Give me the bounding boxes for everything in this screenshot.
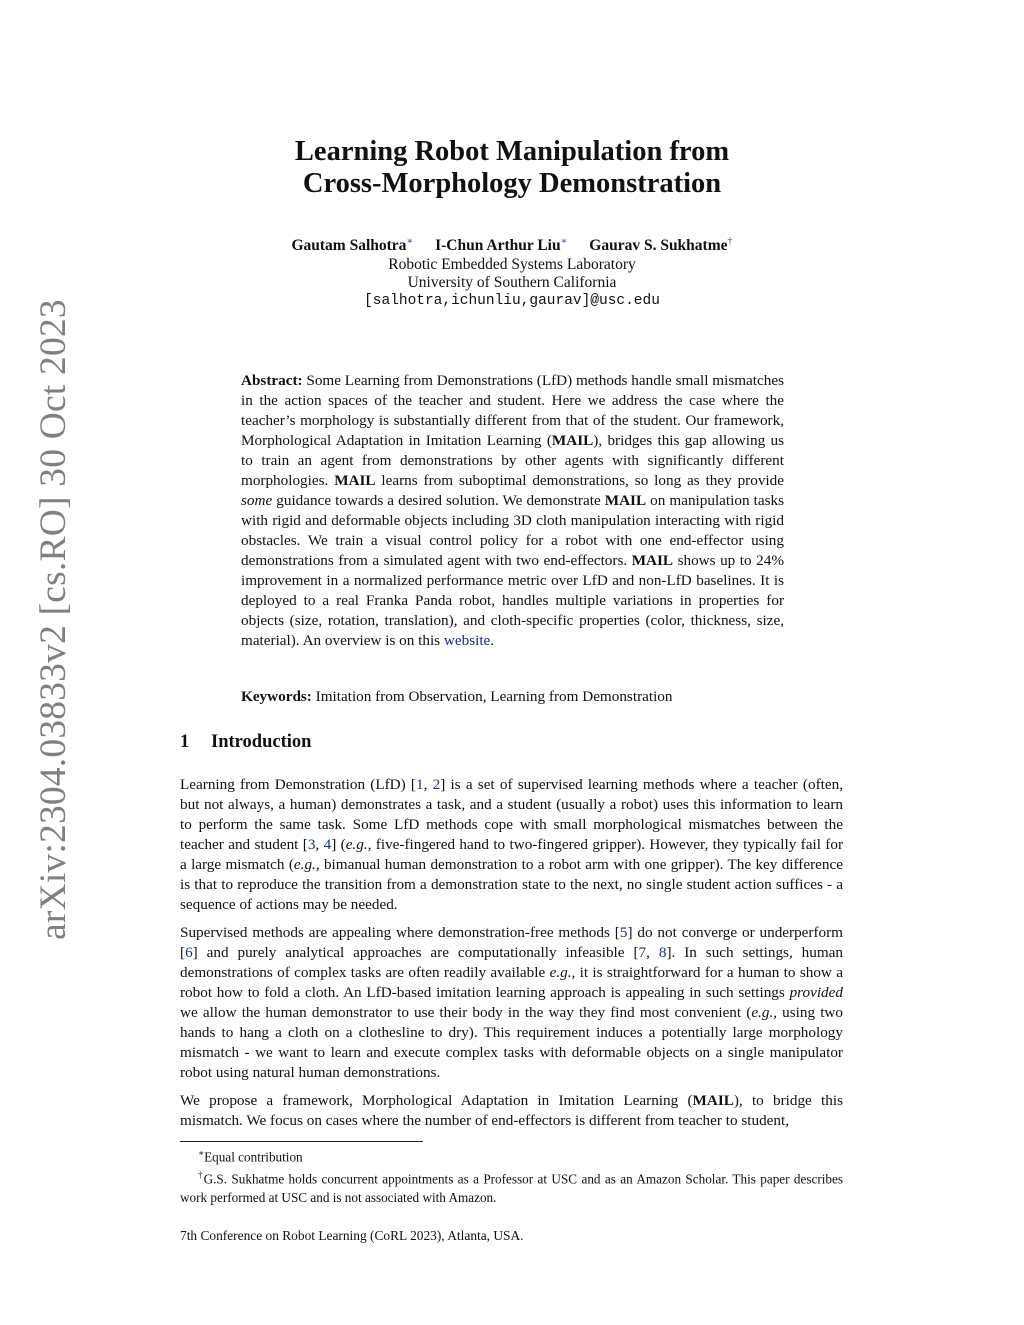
abstract-text: shows up to 24% improvement in a normalized performance metric over LfD and non-LfD baselines. It is deployed to a real Franka Panda robot, handles multiple variations in properties for objects (size, rotation, translation), and cloth-specific properties (color, thickness, size, material). An overview is on this: [241, 552, 784, 649]
body-text: [180, 775, 843, 1139]
citation-link[interactable]: 1: [415, 776, 424, 793]
footnote-text: Equal contribution: [204, 1149, 303, 1165]
emphasis: some: [241, 492, 273, 509]
citation-link[interactable]: 2: [432, 776, 441, 793]
citation-link[interactable]: 3: [307, 836, 316, 853]
author-emails: [salhotra,ichunliu,gaurav]@usc.edu: [364, 293, 660, 309]
website-link[interactable]: website: [443, 632, 491, 649]
paragraph: Supervised methods are appealing where demonstration-free methods [5] do not converge or underperform [6] and purely analytical approaches are computationally infeasible [7, 8]. In such settings, human demonstrations of complex tasks are often readily available e.g., it is straightforward for a human to show a robot how to fold a cloth. An LfD-based imitation learning approach is appealing in such settings provided we allow the human demonstrator to use their body in the way they find most convenient (e.g., using two hands to hang a cloth on a clothesline to dry). This requirement induces a potentially large morphology mismatch - we want to learn and execute complex tasks with deformable objects on a single manipulator robot using natural human demonstrations.: [180, 924, 844, 1081]
author-name: Gaurav S. Sukhatme: [589, 237, 728, 255]
paragraph: Learning from Demonstration (LfD) [1, 2] is a set of supervised learning methods where a teacher (often, but not always, a human) demonstrates a task, and a student (usually a robot) uses this information to learn to perform the same task. Some LfD methods cope with small morphological mismatches between the teacher and student [3, 4] (e.g., five-fingered hand to two-fingered gripper). However, they typically fail for a large mismatch (e.g., bimanual human demonstration to a robot arm with one gripper). The key difference is that to reproduce the transition from a demonstration state to the next, no single student action suffices - a sequence of actions may be needed.: [180, 776, 843, 913]
arxiv-stamp: arXiv:2304.03833v2 [cs.RO] 30 Oct 2023: [33, 299, 74, 940]
abstract: [241, 371, 784, 651]
footnote: [180, 1144, 843, 1166]
citation-link[interactable]: 7: [638, 944, 647, 961]
title-line-2: Cross-Morphology Demonstration: [302, 168, 722, 199]
footnote-text: G.S. Sukhatme holds concurrent appointments as a Professor at USC and as an Amazon Scholar. This paper describes work performed at USC and is not associated with Amazon.: [180, 1171, 843, 1205]
author-list: [0, 236, 1024, 255]
conference-footer: 7th Conference on Robot Learning (CoRL 2023), Atlanta, USA.: [180, 1228, 524, 1243]
abstract-text: guidance towards a desired solution. We demonstrate: [272, 492, 605, 509]
author-mark: ∗: [406, 236, 414, 247]
mail-term: MAIL: [334, 472, 376, 489]
author-mark: †: [727, 236, 733, 247]
footnote-mark: ∗: [198, 1148, 205, 1158]
author-name: Gautam Salhotra: [291, 237, 407, 255]
mail-term: MAIL: [631, 552, 674, 569]
section-heading: [180, 732, 311, 753]
section-title: Introduction: [211, 732, 312, 752]
author-mark: ∗: [560, 236, 568, 247]
abstract-text: learns from suboptimal demonstrations, so long as they provide: [375, 472, 784, 489]
abstract-text: on manipulation tasks with rigid and deformable objects including 3D cloth manipulation interacting with rigid obstacles. We train a visual control policy for a robot with one end-effector using demonstrations from a simulated agent with two end-effectors.: [241, 492, 784, 569]
mail-term: MAIL: [692, 1092, 734, 1109]
footnote-mark: †: [198, 1170, 204, 1181]
footnote-rule: [180, 1141, 423, 1142]
citation-link[interactable]: 8: [658, 944, 667, 961]
abstract-label: Abstract:: [241, 372, 303, 389]
abstract-text: .: [490, 632, 495, 649]
keywords-label: Keywords:: [241, 688, 312, 705]
mail-term: MAIL: [604, 492, 647, 509]
author-name: I-Chun Arthur Liu: [435, 237, 561, 255]
paper-title: [0, 136, 1024, 200]
affiliation-university: University of Southern California: [407, 274, 617, 291]
section-number: 1: [180, 732, 190, 752]
citation-link[interactable]: 4: [323, 836, 332, 853]
abstract-text: ), bridges this gap allowing us to train an agent from demonstrations by other agents with significantly different morphologies.: [241, 432, 784, 489]
footnote: [180, 1166, 843, 1206]
keywords: [241, 688, 784, 706]
title-line-1: Learning Robot Manipulation from: [294, 136, 730, 167]
abstract-text: Some Learning from Demonstrations (LfD) methods handle small mismatches in the action spaces of the teacher and student. Here we address the case where the teacher’s morphology is substantially different from that of the student. Our framework, Morphological Adaptation in Imitation Learning (: [241, 372, 784, 449]
citation-link[interactable]: 5: [619, 924, 628, 941]
citation-link[interactable]: 6: [185, 944, 193, 961]
footnotes: [180, 1144, 843, 1207]
affiliation-lab: Robotic Embedded Systems Laboratory: [388, 256, 636, 273]
mail-term: MAIL: [551, 432, 594, 449]
keywords-text: Imitation from Observation, Learning from Demonstration: [311, 688, 673, 705]
paragraph: We propose a framework, Morphological Adaptation in Imitation Learning (MAIL), to bridge this mismatch. We focus on cases where the number of end-effectors is different from teacher to student,: [180, 1092, 843, 1129]
